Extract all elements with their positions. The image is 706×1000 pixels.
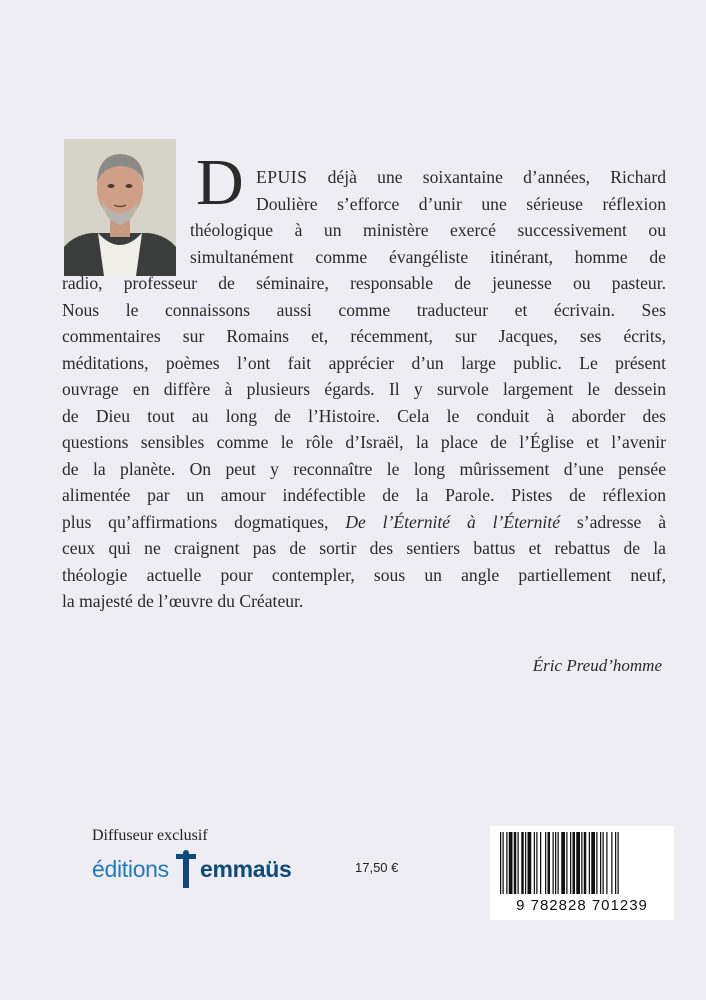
- barcode-bar: [503, 832, 504, 894]
- barcode-bar: [534, 832, 535, 894]
- blurb-line: méditations, poèmes l’ont fait apprécier d’un large public. Le présent: [62, 352, 666, 373]
- drop-cap-letter: D: [196, 146, 244, 219]
- price: 17,50 €: [355, 860, 399, 875]
- barcode-bar: [618, 832, 619, 894]
- blurb-line: questions sensibles comme le rôle d’Israël, la place de l’Église et l’avenir: [62, 432, 666, 452]
- barcode-bar: [553, 832, 554, 894]
- barcode: [490, 826, 674, 920]
- blurb-line: de Dieu tout au long de l’Histoire. Cela le conduit à aborder des: [62, 405, 666, 426]
- blurb-line: ceux qui ne craignent pas de sortir des sentiers battus et rebattus de la: [62, 538, 666, 558]
- blurb-line: plus qu’affirmations dogmatiques, De l’Éternité à l’Éternité s’adresse à: [62, 511, 667, 532]
- blurb-line: EPUIS déjà une soixantaine d’années, Richard: [256, 167, 666, 187]
- barcode-bar: [573, 832, 576, 894]
- barcode-bar: [596, 832, 597, 894]
- barcode-bar: [540, 832, 541, 894]
- barcode-bar: [570, 832, 571, 894]
- barcode-bar: [611, 832, 612, 894]
- barcode-bar: [528, 832, 532, 894]
- barcode-bar: [545, 832, 546, 894]
- blurb-line: commentaires sur Romains et, récemment, sur Jacques, ses écrits,: [62, 326, 666, 346]
- barcode-bar: [600, 832, 601, 894]
- barcode-bars: [498, 832, 666, 894]
- barcode-bar: [584, 832, 587, 894]
- barcode-bar: [518, 832, 519, 894]
- barcode-bar: [548, 832, 551, 894]
- back-cover-blurb: [62, 164, 667, 615]
- signature: Éric Preud’homme: [532, 656, 662, 675]
- publisher-logo: [92, 848, 302, 892]
- author-portrait-image: [64, 139, 176, 276]
- author-photo: [64, 139, 176, 276]
- barcode-bar: [576, 832, 580, 894]
- barcode-bar: [514, 832, 517, 894]
- barcode-bar: [591, 832, 595, 894]
- barcode-bar: [615, 832, 616, 894]
- logo-text-editions: éditions: [92, 856, 169, 882]
- blurb-line: de la planète. On peut y reconnaître le long mûrissement d’une pensée: [62, 458, 666, 479]
- isbn-number: 9 782828 701239: [516, 897, 648, 914]
- barcode-bar: [525, 832, 526, 894]
- blurb-line: alimentée par un amour indéfectible de la Parole. Pistes de réflexion: [62, 485, 666, 505]
- barcode-bar: [500, 832, 501, 894]
- blurb-line: Nous le connaissons aussi comme traducteur et écrivain. Ses: [62, 299, 666, 320]
- barcode-bar: [566, 832, 567, 894]
- barcode-bar: [558, 832, 559, 894]
- logo-text-emmaus: emmaüs: [200, 856, 292, 882]
- barcode-bar: [589, 832, 590, 894]
- blurb-line: théologique à un ministère exercé successivement ou: [190, 220, 666, 240]
- barcode-bar: [606, 832, 607, 894]
- barcode-bar: [509, 832, 513, 894]
- blurb-line: simultanément comme évangéliste itinérant, homme de: [190, 246, 666, 267]
- blurb-line: ouvrage en diffère à plusieurs égards. Il y survole largement le dessein: [62, 379, 666, 399]
- barcode-bar: [536, 832, 537, 894]
- book-title: De l’Éternité à l’Éternité: [345, 511, 561, 532]
- blurb-line: théologie actuelle pour contempler, sous un angle partiellement neuf,: [62, 564, 666, 585]
- small-caps-opening: EPUIS: [256, 167, 308, 187]
- cross-figure-icon: [176, 850, 196, 890]
- barcode-bar: [506, 832, 507, 894]
- blurb-line: radio, professeur de séminaire, responsable de jeunesse ou pasteur.: [62, 273, 666, 293]
- barcode-bar: [521, 832, 524, 894]
- blurb-line: Doulière s’efforce d’unir une sérieuse réflexion: [256, 193, 666, 214]
- barcode-bar: [581, 832, 582, 894]
- barcode-bar: [603, 832, 604, 894]
- blurb-line: la majesté de l’œuvre du Créateur.: [62, 591, 304, 611]
- barcode-bar: [555, 832, 556, 894]
- distributor-label: Diffuseur exclusif: [92, 827, 208, 844]
- barcode-bar: [561, 832, 565, 894]
